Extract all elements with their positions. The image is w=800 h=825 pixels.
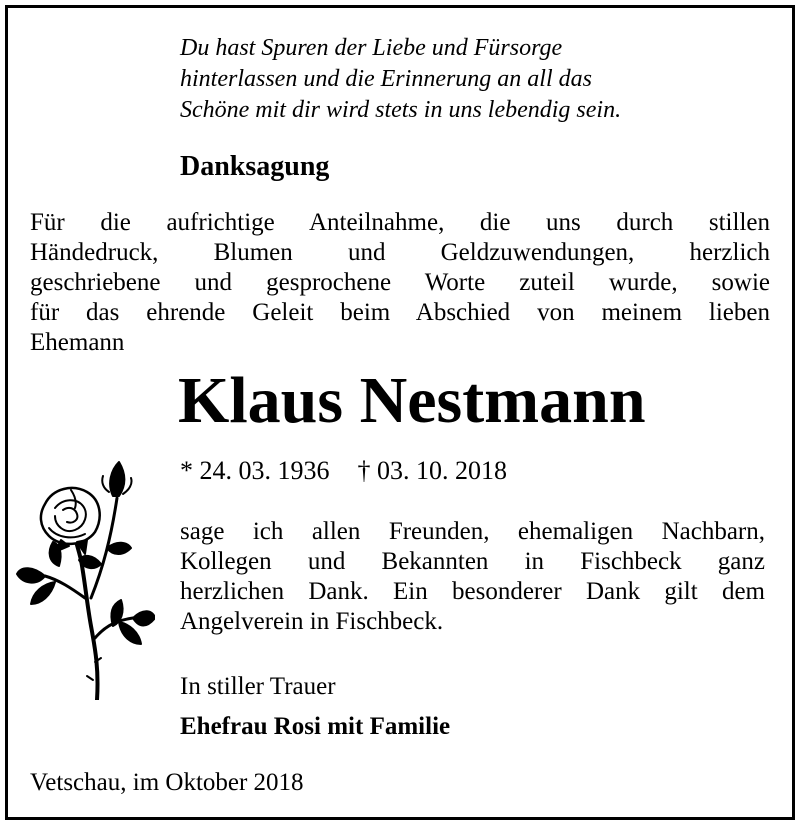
family-signature: Ehefrau Rosi mit Familie (180, 713, 451, 740)
intro-line: Ehemann (30, 329, 125, 356)
intro-line: für das ehrende Geleit beim Abschied von meinem lieben (30, 299, 770, 326)
notice-heading: Danksagung (180, 151, 330, 182)
motto-line: Du hast Spuren der Liebe und Fürsorge (180, 35, 563, 61)
thanks-line: sage ich allen Freunden, ehemaligen Nachbarn, (180, 518, 765, 545)
intro-line: Für die aufrichtige Anteilnahme, die uns durch stillen (30, 209, 770, 236)
memorial-motto (180, 33, 621, 126)
rose-icon (15, 448, 155, 700)
intro-line: Händedruck, Blumen und Geldzuwendungen, herzlich (30, 239, 770, 266)
motto-line: Schöne mit dir wird stets in uns lebendig sein. (180, 97, 622, 123)
intro-line: geschriebene und gesprochene Worte zuteil wurde, sowie (30, 269, 770, 296)
place-date: Vetschau, im Oktober 2018 (30, 769, 304, 796)
intro-paragraph (30, 208, 770, 358)
thanks-line: Angelverein in Fischbeck. (180, 608, 444, 635)
life-dates (180, 455, 507, 487)
mourning-line: In stiller Trauer (180, 673, 336, 700)
thanks-line: herzlichen Dank. Ein besonderer Dank gilt dem (180, 578, 765, 605)
thanks-paragraph (180, 517, 765, 637)
motto-line: hinterlassen und die Erinnerung an all das (180, 66, 592, 92)
deceased-name: Klaus Nestmann (178, 364, 646, 437)
thanks-line: Kollegen und Bekannten in Fischbeck ganz (180, 548, 765, 575)
birth-date: * 24. 03. 1936 (180, 456, 330, 485)
death-date: † 03. 10. 2018 (357, 456, 507, 485)
